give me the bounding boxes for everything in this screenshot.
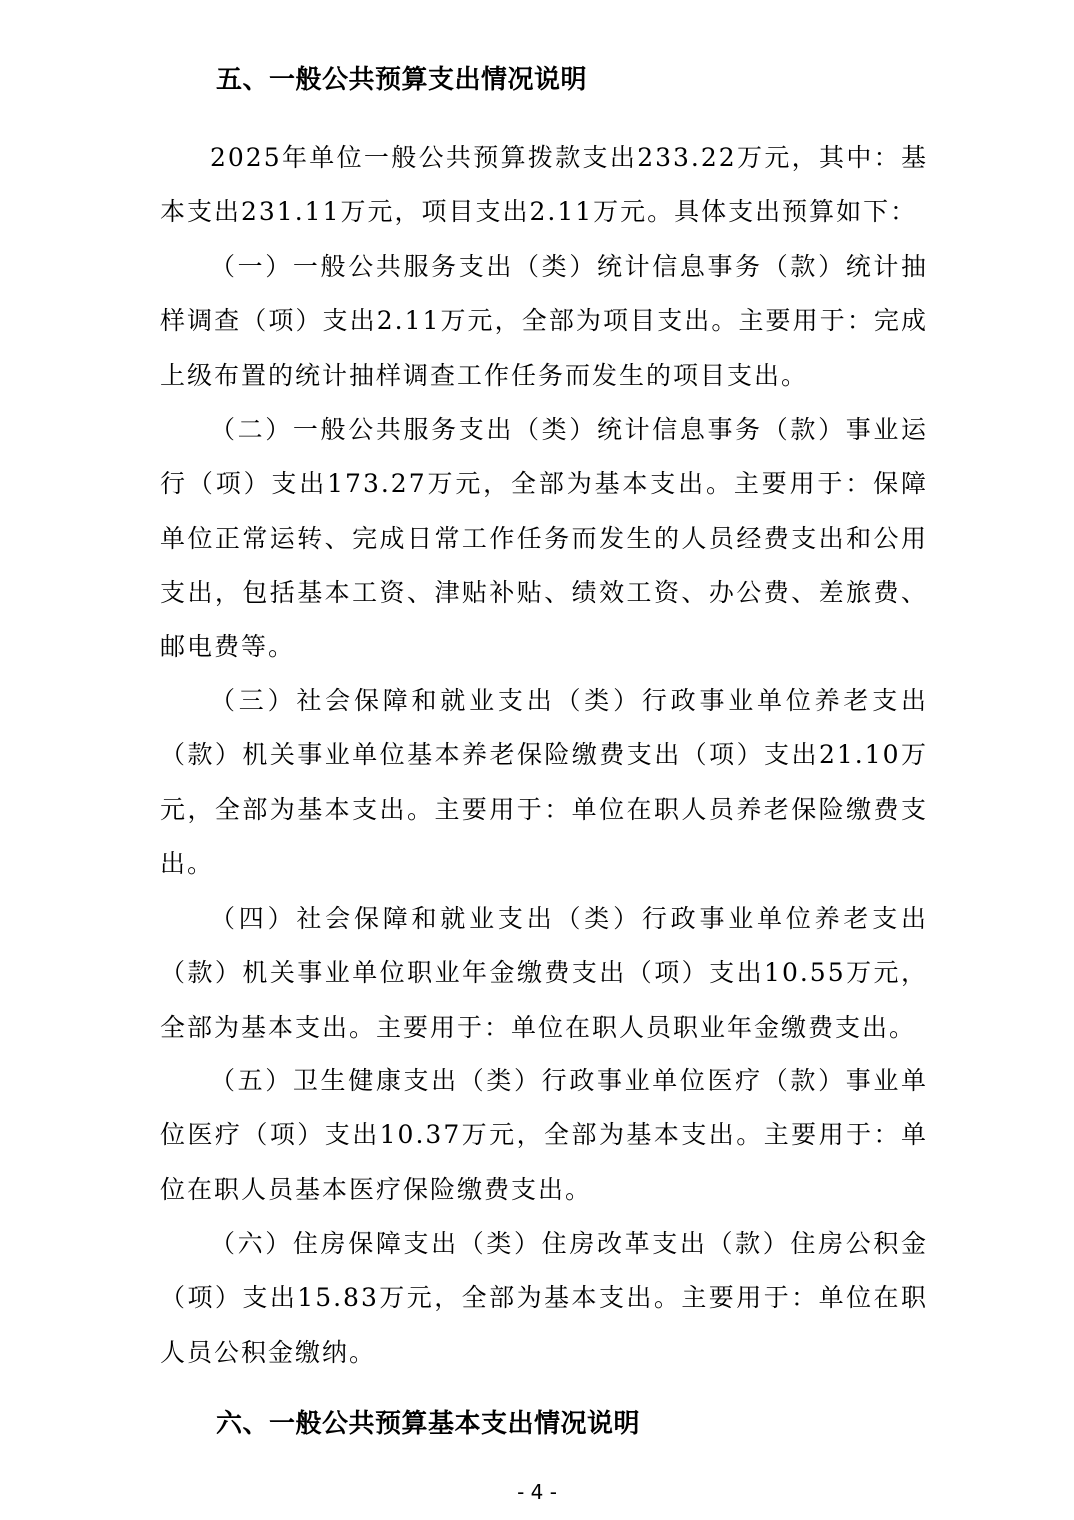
paragraph-item-4: （四）社会保障和就业支出（类）行政事业单位养老支出（款）机关事业单位职业年金缴费支出（项）支出10.55万元，全部为基本支出。主要用于：单位在职人员职业年金缴费支出。 (160, 904, 928, 1042)
paragraph-item-6: （六）住房保障支出（类）住房改革支出（款）住房公积金（项）支出15.83万元，全部为基本支出。主要用于：单位在职人员公积金缴纳。 (160, 1229, 928, 1367)
paragraph-item-2: （二）一般公共服务支出（类）统计信息事务（款）事业运行（项）支出173.27万元，全部为基本支出。主要用于：保障单位正常运转、完成日常工作任务而发生的人员经费支出和公用支出，包括基本工资、津贴补贴、绩效工资、办公费、差旅费、邮电费等。 (160, 415, 928, 662)
section-heading-5: 五、一般公共预算支出情况说明 (216, 65, 588, 95)
page-number: - 4 - (517, 1480, 557, 1504)
section-heading-6: 六、一般公共预算基本支出情况说明 (216, 1409, 641, 1439)
paragraph-item-5: （五）卫生健康支出（类）行政事业单位医疗（款）事业单位医疗（项）支出10.37万元，全部为基本支出。主要用于：单位在职人员基本医疗保险缴费支出。 (160, 1066, 928, 1204)
paragraph-summary: 2025年单位一般公共预算拨款支出233.22万元，其中：基本支出231.11万元，项目支出2.11万元。具体支出预算如下： (160, 143, 928, 227)
paragraph-item-3: （三）社会保障和就业支出（类）行政事业单位养老支出（款）机关事业单位基本养老保险缴费支出（项）支出21.10万元，全部为基本支出。主要用于：单位在职人员养老保险缴费支出。 (160, 686, 928, 878)
paragraph-item-1: （一）一般公共服务支出（类）统计信息事务（款）统计抽样调查（项）支出2.11万元，全部为项目支出。主要用于：完成上级布置的统计抽样调查工作任务而发生的项目支出。 (160, 252, 928, 390)
